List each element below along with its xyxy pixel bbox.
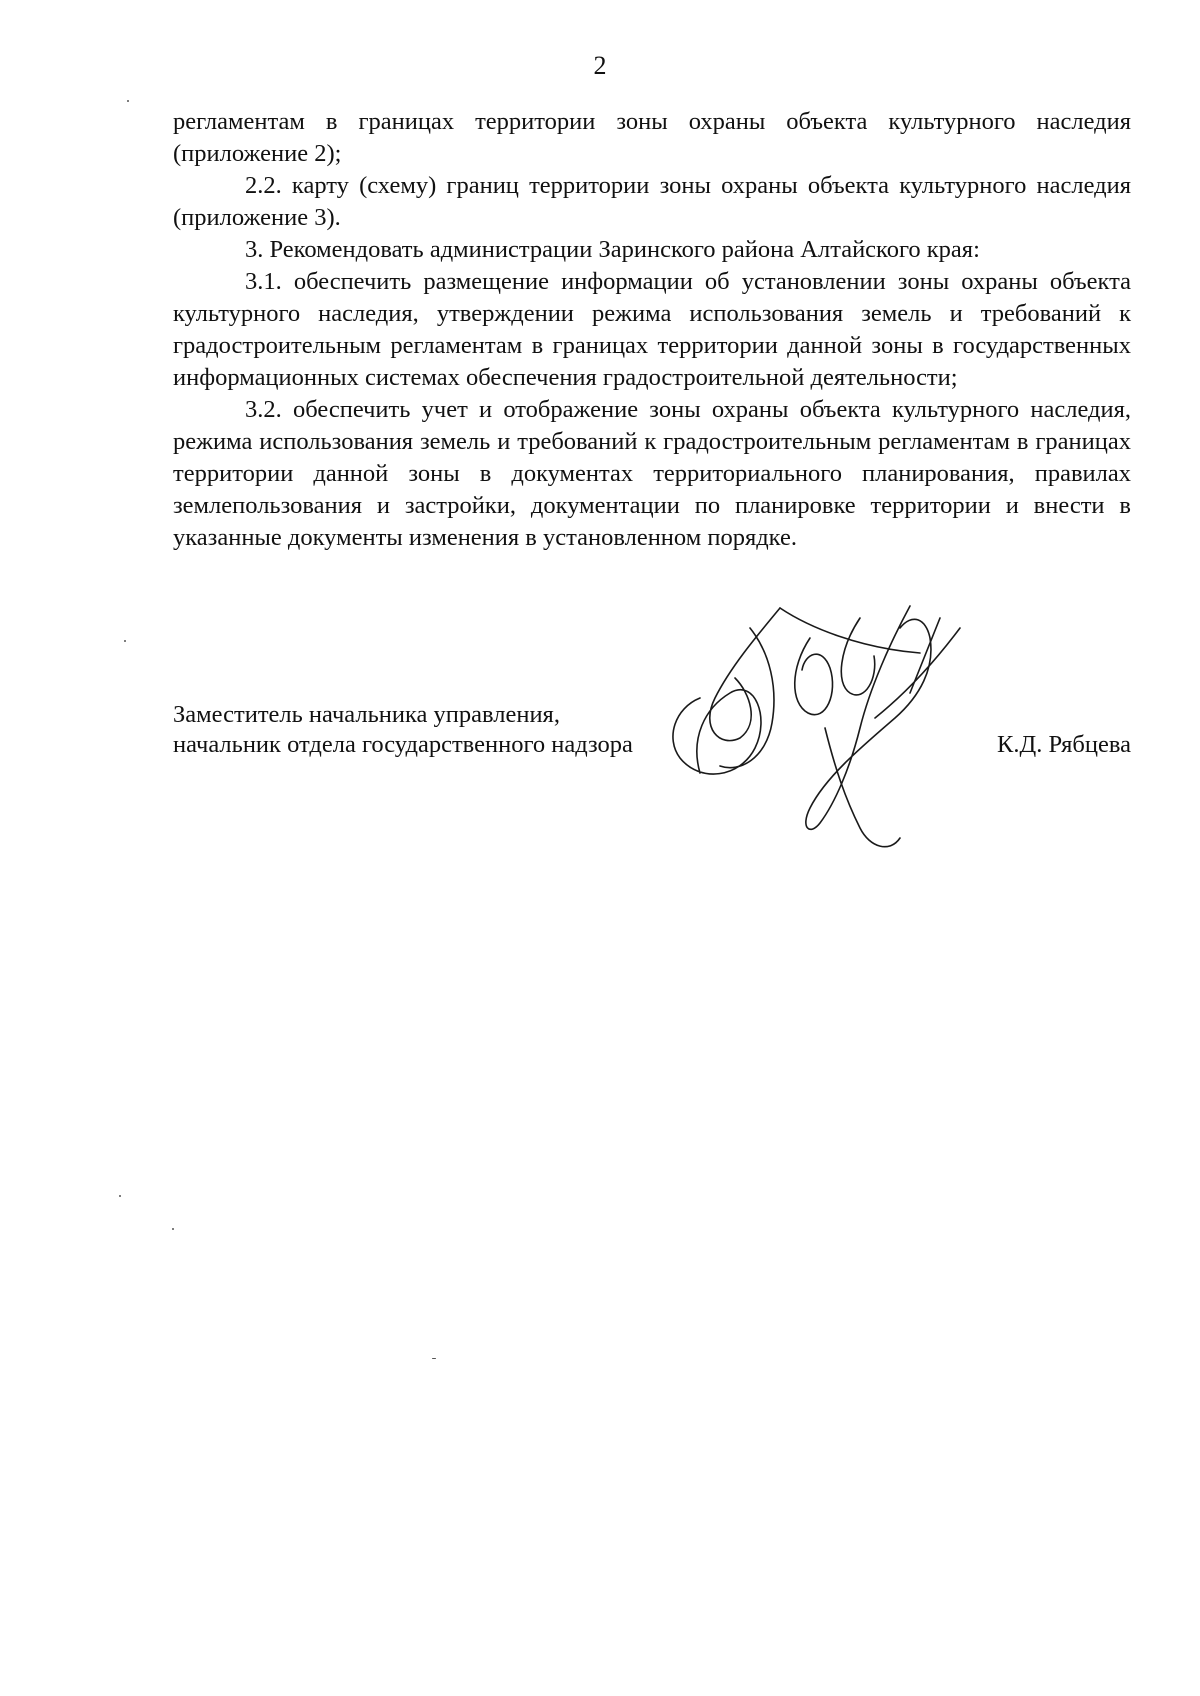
scan-speck [127, 100, 129, 102]
signature-block [173, 700, 1131, 770]
scan-speck [172, 1228, 174, 1230]
page-number: 2 [593, 51, 607, 80]
paragraph-3-2: 3.2. обеспечить учет и отображение зоны охраны объекта культурного наследия, режима использования земель и требований к градостроительным регламентам в границах территории данной зоны в документах территориального планирования, правилах землепользования и застройки, документации по планировке территории и внести в указанные документы изменения в установленном порядке. [173, 396, 1131, 551]
signatory-title-line-1: Заместитель начальника управления, [173, 701, 560, 728]
paragraph-2-2: 2.2. карту (схему) границ территории зоны охраны объекта культурного наследия (приложение 3). [173, 172, 1131, 231]
document-body [173, 106, 1131, 554]
scan-speck [124, 640, 126, 642]
scan-speck [432, 1358, 436, 1359]
signatory-name: К.Д. Рябцева [997, 731, 1131, 758]
paragraph-continuation: регламентам в границах территории зоны охраны объекта культурного наследия (приложение 2); [173, 108, 1131, 167]
paragraph-3: 3. Рекомендовать администрации Заринского района Алтайского края: [245, 236, 980, 263]
signatory-title-line-2: начальник отдела государственного надзора [173, 731, 633, 758]
signatory-title [173, 700, 633, 760]
scan-speck [119, 1195, 121, 1197]
paragraph-3-1: 3.1. обеспечить размещение информации об установлении зоны охраны объекта культурного наследия, утверждении режима использования земель и требований к градостроительным регламентам в границах территории данной зоны в государственных информационных системах обеспечения градостроительной деятельности; [173, 268, 1131, 391]
